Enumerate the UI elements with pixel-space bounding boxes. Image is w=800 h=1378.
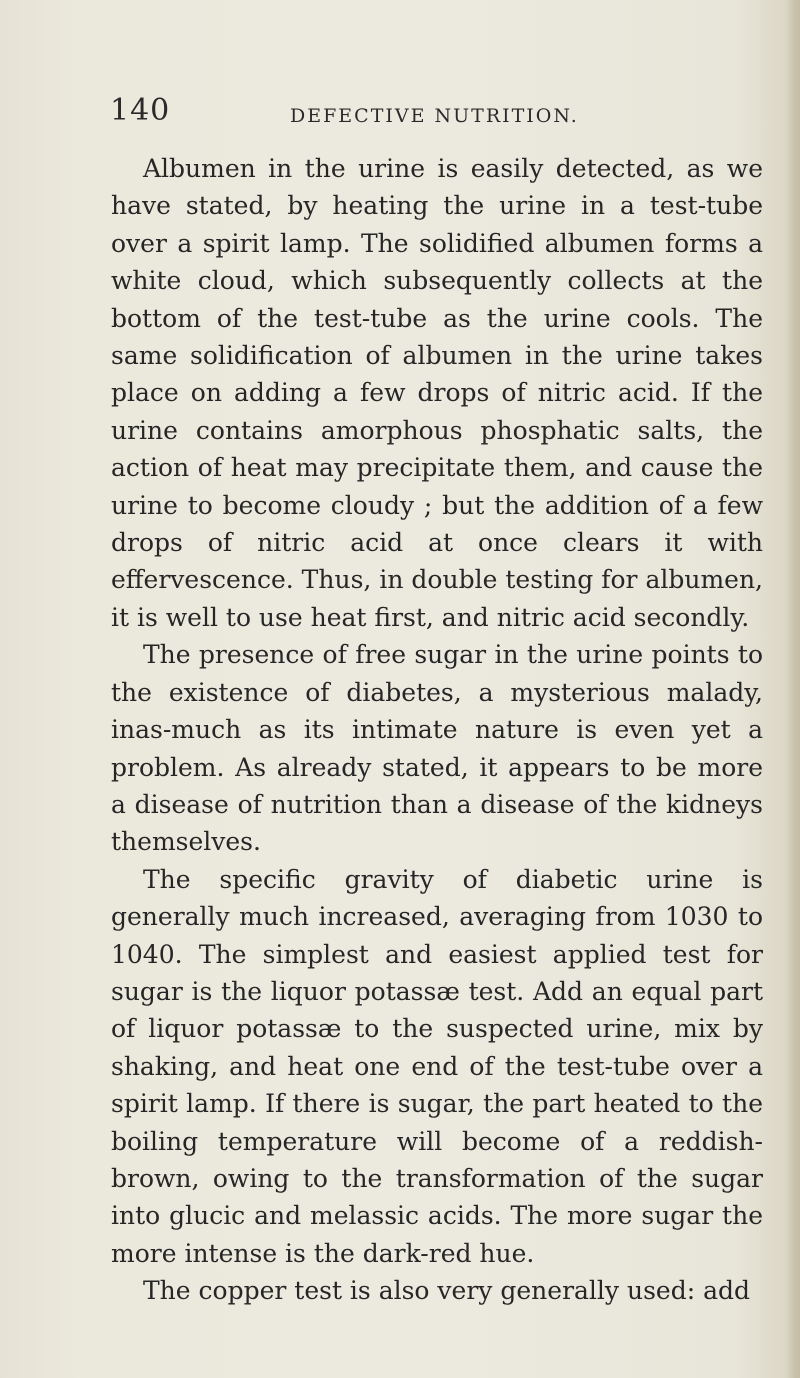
paragraph-albumen-test: Albumen in the urine is easily detected, as we have stated, by heating the urine in a test-tube over a spirit lamp. The solidified albumen forms a white cloud, which subsequently collects at the bottom of the test-tube as the urine cools. The same solidification of albumen in the urine takes place on adding a few drops of nitric acid. If the urine contains amorphous phosphatic salts, the action of heat may precipitate them, and cause the urine to become cloudy ; but the addition of a few drops of nitric acid at once clears it with effervescence. Thus, in double testing for albumen, it is well to use heat first, and nitric acid secondly. [111,154,763,632]
paragraph-free-sugar: The presence of free sugar in the urine points to the existence of diabetes, a mysterious malady, inas-much as its intimate nature is even yet a problem. As already stated, it appears to be more a disease of nutrition than a disease of the kidneys themselves. [111,640,763,857]
page-edge-shadow [786,0,800,1378]
paragraph-copper-test: The copper test is also very generally used: add [143,1276,750,1306]
page-header [0,93,800,143]
running-head: DEFECTIVE NUTRITION. [290,105,579,127]
page-number: 140 [110,93,171,128]
body-text [111,150,763,1310]
paragraph-specific-gravity: The specific gravity of diabetic urine is generally much increased, averaging from 1030 to 1040. The simplest and easiest applied test for sugar is the liquor potassæ test. Add an equal part of liquor potassæ to the suspected urine, mix by shaking, and heat one end of the test-tube over a spirit lamp. If there is sugar, the part heated to the boiling temperature will become of a reddish-brown, owing to the transformation of the sugar into glucic and melassic acids. The more sugar the more intense is the dark-red hue. [111,864,763,1268]
